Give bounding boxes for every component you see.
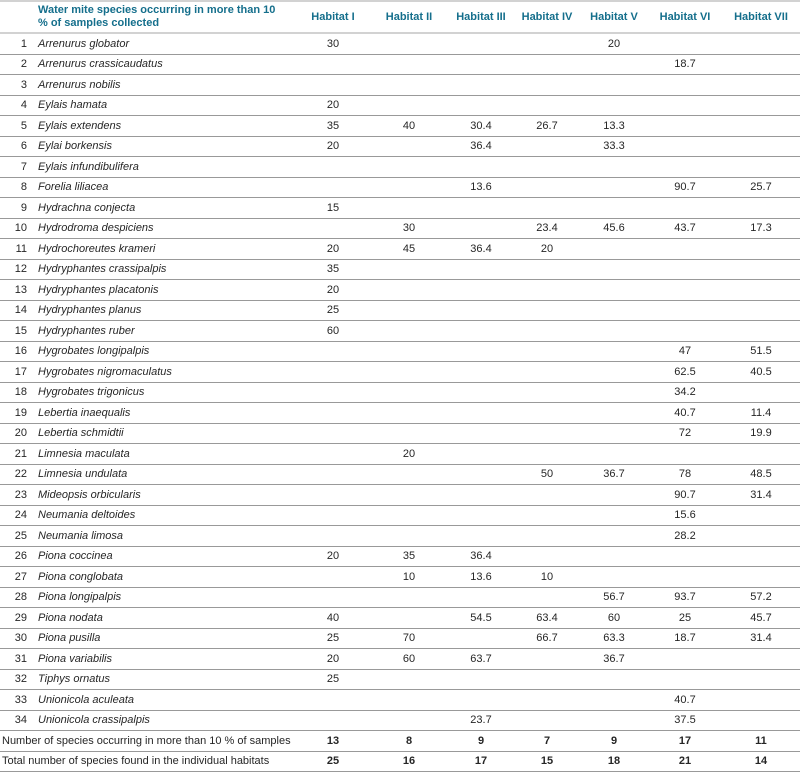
row-number: 1 [20, 37, 27, 50]
table-row [0, 362, 800, 383]
table-row [0, 157, 800, 178]
value-cell: 13.6 [470, 181, 492, 194]
row-number: 12 [14, 263, 27, 276]
species-name: Piona variabilis [38, 652, 112, 665]
row-number: 31 [14, 652, 27, 665]
table-row [0, 321, 800, 342]
species-name: Tiphys ornatus [38, 673, 111, 686]
species-name: Hydryphantes placatonis [38, 283, 159, 296]
value-cell: 60 [402, 652, 416, 665]
summary-value-cell: 18 [607, 755, 621, 768]
value-cell: 13.6 [470, 570, 492, 583]
value-cell: 19.9 [750, 427, 772, 440]
row-number: 9 [20, 201, 27, 214]
summary-value-cell: 17 [474, 755, 488, 768]
table-row [0, 301, 800, 322]
value-cell: 20 [326, 242, 340, 255]
value-cell: 20 [326, 652, 340, 665]
species-column-header: Water mite species occurring in more than 10 % of samples collected [38, 4, 276, 29]
value-cell: 57.2 [750, 591, 772, 604]
value-cell: 54.5 [470, 611, 492, 624]
summary-value-cell: 7 [543, 734, 551, 747]
species-name: Neumania limosa [38, 529, 123, 542]
table-row [0, 690, 800, 711]
species-name: Eylais extendens [38, 119, 122, 132]
species-name: Eylais infundibulifera [38, 160, 139, 173]
value-cell: 93.7 [674, 591, 696, 604]
table-row [0, 239, 800, 260]
value-cell: 15 [326, 201, 340, 214]
row-number: 28 [14, 591, 27, 604]
table-row [0, 711, 800, 732]
summary-value-cell: 9 [610, 734, 618, 747]
row-number: 27 [14, 570, 27, 583]
value-cell: 20 [540, 242, 554, 255]
table-row [0, 383, 800, 404]
summary-label: Number of species occurring in more than 10 % of samples [2, 734, 291, 747]
row-number: 14 [14, 304, 27, 317]
row-number: 30 [14, 632, 27, 645]
species-name: Hygrobates nigromaculatus [38, 365, 172, 378]
value-cell: 35 [326, 263, 340, 276]
table-row [0, 444, 800, 465]
value-cell: 36.4 [470, 550, 492, 563]
value-cell: 20 [607, 37, 621, 50]
table-row [0, 670, 800, 691]
species-name: Lebertia inaequalis [38, 406, 131, 419]
value-cell: 62.5 [674, 365, 696, 378]
value-cell: 37.5 [674, 714, 696, 727]
table-row [0, 198, 800, 219]
row-number: 21 [14, 447, 27, 460]
species-name: Limnesia maculata [38, 447, 130, 460]
table-row [0, 485, 800, 506]
species-name: Piona pusilla [38, 632, 101, 645]
species-name: Piona coccinea [38, 550, 113, 563]
species-name: Arrenurus crassicaudatus [38, 58, 163, 71]
row-number: 34 [14, 714, 27, 727]
value-cell: 30.4 [470, 119, 492, 132]
column-header-habitat-2: Habitat II [385, 11, 433, 23]
value-cell: 51.5 [750, 345, 772, 358]
value-cell: 20 [326, 140, 340, 153]
table-row [0, 608, 800, 629]
row-number: 15 [14, 324, 27, 337]
summary-value-cell: 11 [755, 734, 767, 747]
value-cell: 31.4 [750, 488, 772, 501]
row-number: 6 [20, 140, 27, 153]
row-number: 32 [14, 673, 27, 686]
value-cell: 17.3 [750, 222, 772, 235]
value-cell: 50 [540, 468, 554, 481]
value-cell: 36.7 [603, 652, 625, 665]
table-row [0, 342, 800, 363]
table-row [0, 96, 800, 117]
species-name: Hydryphantes crassipalpis [38, 263, 167, 276]
species-name: Hydryphantes planus [38, 304, 142, 317]
summary-value-cell: 16 [402, 755, 416, 768]
summary-value-cell: 15 [540, 755, 554, 768]
row-number: 17 [14, 365, 27, 378]
value-cell: 25 [326, 632, 340, 645]
row-number: 13 [14, 283, 27, 296]
species-name: Forelia liliacea [38, 181, 109, 194]
species-name: Hygrobates longipalpis [38, 345, 150, 358]
summary-value-cell: 25 [326, 755, 340, 768]
value-cell: 15.6 [674, 509, 696, 522]
row-number: 26 [14, 550, 27, 563]
value-cell: 66.7 [536, 632, 558, 645]
table-row [0, 506, 800, 527]
value-cell: 11.4 [750, 406, 772, 419]
table-header-row [0, 0, 800, 34]
value-cell: 25 [678, 611, 692, 624]
table-row [0, 526, 800, 547]
table-row [0, 34, 800, 55]
value-cell: 35 [326, 119, 340, 132]
row-number: 19 [14, 406, 27, 419]
value-cell: 45.6 [603, 222, 625, 235]
species-name: Arrenurus nobilis [38, 78, 121, 91]
species-name: Unionicola crassipalpis [38, 714, 150, 727]
species-name: Piona nodata [38, 611, 103, 624]
table-row [0, 280, 800, 301]
value-cell: 45.7 [750, 611, 772, 624]
table-row [0, 403, 800, 424]
species-name: Lebertia schmidtii [38, 427, 124, 440]
row-number: 29 [14, 611, 27, 624]
row-number: 5 [20, 119, 27, 132]
species-name: Limnesia undulata [38, 468, 128, 481]
table-row [0, 260, 800, 281]
value-cell: 36.7 [603, 468, 625, 481]
table-row [0, 137, 800, 158]
value-cell: 18.7 [674, 632, 696, 645]
summary-value-cell: 13 [326, 734, 340, 747]
value-cell: 48.5 [750, 468, 772, 481]
row-number: 16 [14, 345, 27, 358]
species-name: Hydrodroma despiciens [38, 222, 154, 235]
value-cell: 40.7 [674, 693, 696, 706]
value-cell: 63.7 [470, 652, 492, 665]
row-number: 22 [14, 468, 27, 481]
value-cell: 33.3 [603, 140, 625, 153]
value-cell: 40.7 [674, 406, 696, 419]
row-number: 24 [14, 509, 27, 522]
column-header-habitat-5: Habitat V [590, 11, 638, 23]
species-name: Neumania deltoides [38, 509, 136, 522]
value-cell: 20 [402, 447, 416, 460]
table-row [0, 567, 800, 588]
value-cell: 40 [326, 611, 340, 624]
summary-value-cell: 9 [477, 734, 485, 747]
value-cell: 10 [540, 570, 554, 583]
table-summary [0, 731, 800, 772]
row-number: 20 [14, 427, 27, 440]
value-cell: 90.7 [674, 488, 696, 501]
column-header-habitat-1: Habitat I [311, 11, 355, 23]
row-number: 23 [14, 488, 27, 501]
species-name: Eylais hamata [38, 99, 108, 112]
summary-value-cell: 17 [678, 734, 692, 747]
value-cell: 20 [326, 283, 340, 296]
value-cell: 31.4 [750, 632, 772, 645]
species-name: Piona conglobata [38, 570, 124, 583]
value-cell: 43.7 [674, 222, 696, 235]
row-number: 33 [14, 693, 27, 706]
species-name: Arrenurus globator [38, 37, 130, 50]
value-cell: 34.2 [674, 386, 696, 399]
value-cell: 60 [326, 324, 340, 337]
table-row [0, 424, 800, 445]
summary-label: Total number of species found in the individual habitats [2, 755, 270, 768]
value-cell: 90.7 [674, 181, 696, 194]
value-cell: 25 [326, 673, 340, 686]
value-cell: 18.7 [674, 58, 696, 71]
species-name: Unionicola aculeata [38, 693, 135, 706]
value-cell: 20 [326, 99, 340, 112]
column-header-habitat-3: Habitat III [456, 11, 506, 23]
summary-row [0, 731, 800, 752]
value-cell: 40.5 [750, 365, 772, 378]
column-header-habitat-6: Habitat VI [659, 11, 711, 23]
value-cell: 72 [678, 427, 692, 440]
species-name: Hydrachna conjecta [38, 201, 136, 214]
value-cell: 13.3 [603, 119, 625, 132]
value-cell: 26.7 [536, 119, 558, 132]
summary-value-cell: 8 [405, 734, 413, 747]
value-cell: 23.4 [536, 222, 558, 235]
value-cell: 23.7 [470, 714, 492, 727]
row-number: 25 [14, 529, 27, 542]
summary-row [0, 752, 800, 773]
value-cell: 63.3 [603, 632, 625, 645]
table-row [0, 588, 800, 609]
value-cell: 35 [402, 550, 416, 563]
table-row [0, 178, 800, 199]
value-cell: 40 [402, 119, 416, 132]
value-cell: 47 [678, 345, 692, 358]
row-number: 8 [20, 181, 27, 194]
value-cell: 36.4 [470, 242, 492, 255]
table-row [0, 649, 800, 670]
value-cell: 56.7 [603, 591, 625, 604]
species-name: Eylai borkensis [38, 140, 112, 153]
value-cell: 70 [402, 632, 416, 645]
row-number: 11 [15, 242, 27, 255]
summary-value-cell: 14 [754, 755, 768, 768]
species-name: Hygrobates trigonicus [38, 386, 145, 399]
table-row [0, 629, 800, 650]
value-cell: 78 [678, 468, 692, 481]
value-cell: 36.4 [470, 140, 492, 153]
value-cell: 60 [607, 611, 621, 624]
value-cell: 25.7 [750, 181, 772, 194]
value-cell: 10 [402, 570, 416, 583]
table-row [0, 116, 800, 137]
value-cell: 45 [402, 242, 416, 255]
table-row [0, 465, 800, 486]
species-name: Piona longipalpis [38, 591, 122, 604]
value-cell: 20 [326, 550, 340, 563]
species-name: Hydrochoreutes krameri [38, 242, 156, 255]
summary-value-cell: 21 [678, 755, 692, 768]
value-cell: 28.2 [674, 529, 696, 542]
table-row [0, 75, 800, 96]
row-number: 3 [20, 78, 27, 91]
row-number: 10 [14, 222, 27, 235]
table-row [0, 219, 800, 240]
column-header-habitat-7: Habitat VII [734, 11, 788, 23]
row-number: 18 [14, 386, 27, 399]
value-cell: 30 [402, 222, 416, 235]
column-header-habitat-4: Habitat IV [521, 11, 573, 23]
species-name: Hydryphantes ruber [38, 324, 135, 337]
species-name: Mideopsis orbicularis [38, 488, 141, 501]
value-cell: 25 [326, 304, 340, 317]
row-number: 4 [20, 99, 27, 112]
value-cell: 30 [326, 37, 340, 50]
row-number: 7 [20, 160, 27, 173]
table-row [0, 55, 800, 76]
row-number: 2 [20, 58, 27, 71]
value-cell: 63.4 [536, 611, 558, 624]
table-body [0, 34, 800, 731]
table-row [0, 547, 800, 568]
